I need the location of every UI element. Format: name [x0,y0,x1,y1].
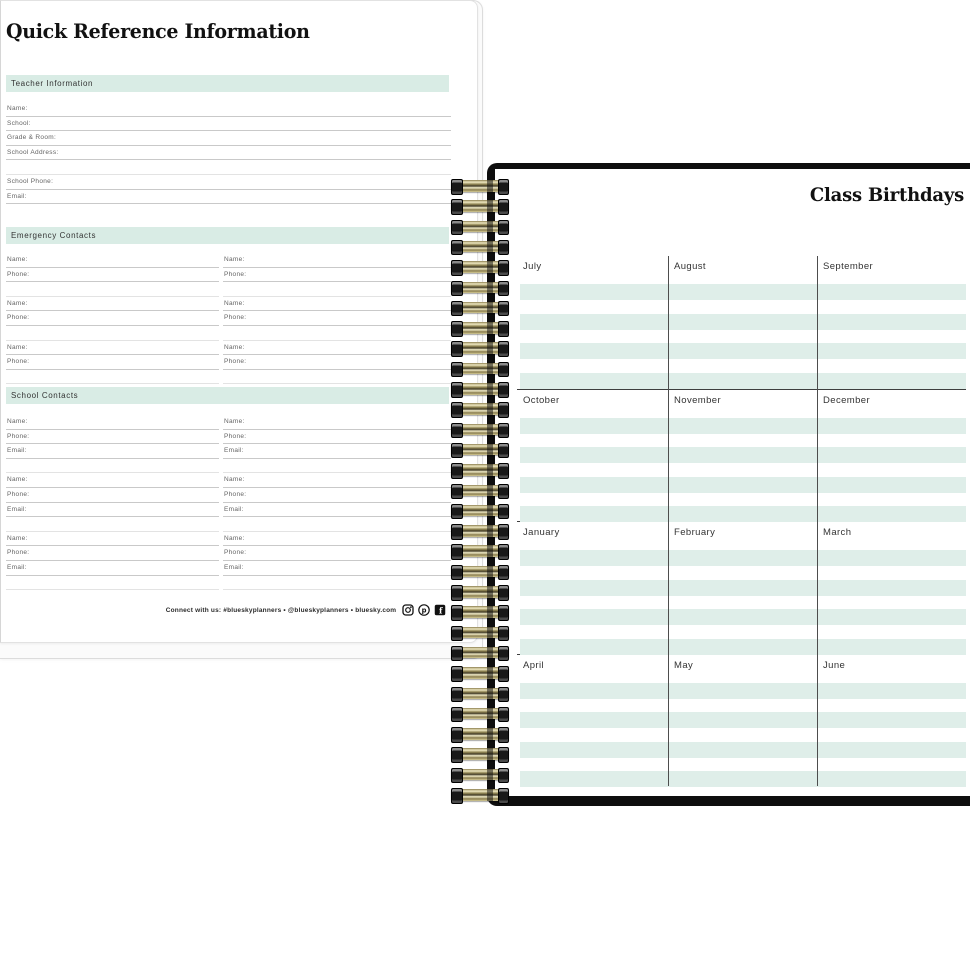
month-section [517,654,966,787]
month-label: September [823,261,874,272]
field-row: School: [6,117,451,132]
field-row: Email: [223,503,451,518]
field-row: Name: [6,297,219,312]
contacts-column [6,415,219,590]
month-label: January [523,527,560,538]
field-row: Name: [223,253,451,268]
contact-block [6,532,219,590]
birthday-stripe [520,447,966,463]
contact-block [223,532,451,590]
contact-block [6,297,219,341]
field-row-blank [6,326,219,341]
emergency-contacts-header: Emergency Contacts [6,227,449,244]
field-row: Phone: [6,311,219,326]
field-row: Email: [6,503,219,518]
teacher-rows [6,102,451,204]
svg-text:p: p [421,606,427,615]
footer-text: Connect with us: #blueskyplanners • @blueskyplanners • bluesky.com [165,606,397,614]
contacts-column [223,415,451,590]
field-row: Name: [223,341,451,356]
birthday-stripe [520,506,966,522]
month-label: February [674,527,716,538]
field-row: Email: [223,444,451,459]
month-label: October [523,394,560,406]
field-row: Name: [6,102,451,117]
field-row-blank [6,576,219,591]
field-row: Phone: [6,488,219,503]
field-row-blank [223,370,451,385]
field-row: Phone: [223,488,451,503]
field-row: Email: [223,561,451,576]
teacher-information-header: Teacher Information [6,75,449,92]
social-icons [402,604,446,616]
contact-block [6,473,219,531]
field-row: Name: [223,473,451,488]
field-row: Name: [6,473,219,488]
school-contacts-header: School Contacts [6,387,449,404]
field-row: Name: [223,532,451,547]
instagram-icon [402,604,414,616]
field-row: Phone: [223,355,451,370]
left-page [0,0,478,643]
column-divider [668,256,669,786]
birthday-stripe [520,742,966,758]
birthday-stripe [520,639,966,655]
field-row: Phone: [223,268,451,283]
field-row-blank [223,576,451,591]
field-row: Name: [6,253,219,268]
month-label: July [523,261,542,272]
field-row: Phone: [6,268,219,283]
month-label: June [823,659,846,671]
birthday-stripe [520,418,966,434]
svg-text:f: f [439,605,443,616]
field-row-blank [6,370,219,385]
month-label: August [674,261,706,272]
contacts-column [223,253,451,384]
field-row: Name: [223,415,451,430]
month-label: November [674,394,722,406]
field-row: Name: [223,297,451,312]
field-row: Email: [6,444,219,459]
contact-block [223,297,451,341]
field-row-blank [6,517,219,532]
field-row: Email: [6,190,451,205]
birthday-stripe [520,314,966,330]
birthday-stripe [520,712,966,728]
birthday-grid [517,256,966,786]
contact-block [223,341,451,385]
month-label: March [823,527,852,538]
field-row-blank [223,326,451,341]
field-row: School Phone: [6,175,451,190]
contact-block [6,341,219,385]
field-row: School Address: [6,146,451,161]
field-row-blank [6,160,451,175]
contact-block [6,253,219,297]
contact-block [223,473,451,531]
field-row: Phone: [223,430,451,445]
contact-block [223,253,451,297]
field-row: Grade & Room: [6,131,451,146]
column-divider [817,256,818,786]
footer [136,602,476,618]
contact-block [223,415,451,473]
field-row: Email: [6,561,219,576]
field-row: Name: [6,415,219,430]
birthday-stripe [520,771,966,787]
field-row-blank [6,459,219,474]
field-row-blank [223,459,451,474]
field-row: Phone: [223,311,451,326]
field-row: Name: [6,341,219,356]
birthday-stripe [520,550,966,566]
field-row-blank [223,282,451,297]
planner-black-cover [487,163,970,806]
field-row: Phone: [6,355,219,370]
month-section [517,521,966,654]
pinterest-icon [418,604,430,616]
birthday-stripe [520,477,966,493]
field-row-blank [6,282,219,297]
birthday-stripe [520,343,966,359]
field-row: Phone: [6,430,219,445]
left-page-title: Quick Reference Information [6,20,310,44]
contact-block [6,415,219,473]
field-row: Phone: [6,546,219,561]
month-section [517,256,966,389]
field-row: Phone: [223,546,451,561]
birthday-stripe [520,683,966,699]
right-page-title: Class Birthdays [809,184,964,207]
field-row: Name: [6,532,219,547]
birthday-stripe [520,580,966,596]
birthday-stripe [520,373,966,389]
contacts-column [6,253,219,384]
month-label: May [674,659,694,671]
month-section [517,389,966,522]
month-label: December [823,394,871,406]
month-label: April [523,659,545,671]
birthday-stripe [520,284,966,300]
right-page [495,169,970,796]
facebook-icon [434,604,446,616]
birthday-stripe [520,609,966,625]
field-row-blank [223,517,451,532]
